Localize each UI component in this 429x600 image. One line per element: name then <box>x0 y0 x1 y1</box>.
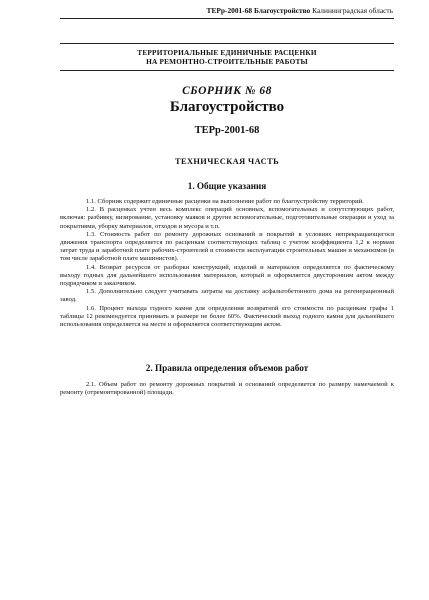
header-divider <box>60 18 394 19</box>
part1-body <box>60 198 394 329</box>
paragraph-1-1: 1.1. Сборник содержит единичные расценки на выполнение работ по благоустройству территорий. <box>86 198 364 205</box>
title-top-rule <box>60 43 394 44</box>
page-title: Благоустройство <box>169 99 285 115</box>
part2-body <box>60 381 394 397</box>
title-block <box>60 48 394 66</box>
paragraph-1-2: 1.2. В расценках учтен весь комплекс операций основных, вспомогательных и сопутствующих работ, включая: разбивку, визирование, установку маяков и другие вспомогательные, подготовительные операции и уход за покрытиями, уборку материалов, отходов и мусора и т.п. <box>60 206 394 230</box>
part1-heading: 1. Общие указания <box>187 181 267 191</box>
running-header <box>207 6 393 15</box>
collection-number: СБОРНИК № 68 <box>182 85 272 97</box>
paragraph-1-6: 1.6. Процент выхода годного камня для определения возвратной его стоимости по расценкам графы 1 таблицы 12 рекомендуется принимать в размере не более 60%. Фактический выход годного камня для дальнейшего использования определяется на месте и оформляется соответствующим актом. <box>60 304 394 329</box>
title-line-1: ТЕРРИТОРИАЛЬНЫЕ ЕДИНИЧНЫЕ РАСЦЕНКИ <box>137 48 317 57</box>
paragraph-1-3: 1.3. Стоимость работ по ремонту дорожных оснований и покрытий в условиях непрекращающегося движения транспорта определяется по расценкам соответствующих таблиц с учетом коэффициента 1,2 к нормам затрат труда и заработной плате рабочих-строителей и стоимости эксплуатации строительных машин и механизмов (в том числе заработной плате машинистов). <box>60 230 394 263</box>
title-line-2: НА РЕМОНТНО-СТРОИТЕЛЬНЫЕ РАБОТЫ <box>146 57 308 67</box>
header-region: Калининградская область <box>312 6 393 15</box>
part2-heading: 2. Правила определения объемов работ <box>145 363 309 373</box>
paragraph-1-5: 1.5. Дополнительно следует учитывать затраты на доставку асфальтобетонного дома на регенерационный завод. <box>60 288 394 304</box>
paragraph-1-4: 1.4. Возврат ресурсов от разборки конструкций, изделий и материалов определяется по фактическому выходу годных для дальнейшего использования материалов, который и оформляется двусторонним актом между подрядчиком и заказчиком. <box>60 263 394 288</box>
paragraph-2-1: 2.1. Объем работ по ремонту дорожных покрытий и оснований определяется по размеру намечаемой к ремонту (отремонтированной) площади. <box>60 381 394 397</box>
section-title: ТЕХНИЧЕСКАЯ ЧАСТЬ <box>174 157 280 166</box>
header-doc-code: ТЕРр-2001-68 Благоустройство <box>206 6 311 15</box>
document-code: ТЕРр-2001-68 <box>194 125 260 136</box>
title-bottom-rule <box>60 70 394 71</box>
